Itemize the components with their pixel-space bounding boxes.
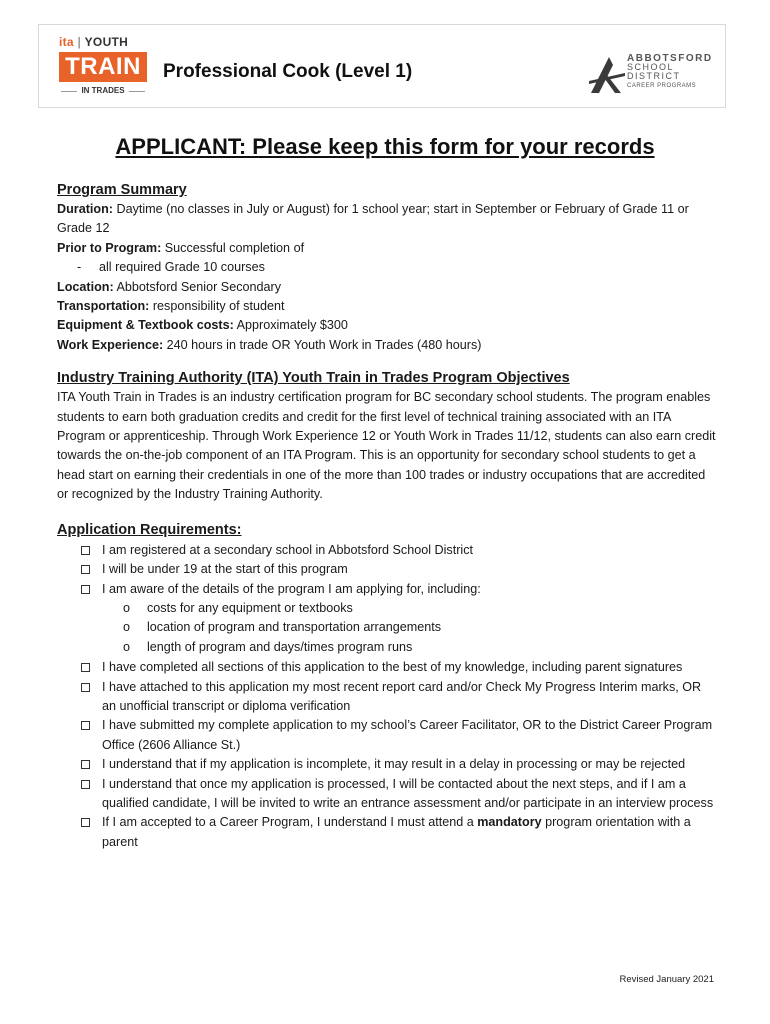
requirement-item — [57, 813, 717, 852]
sub-item: o costs for any equipment or textbooks — [123, 600, 353, 615]
requirements-checklist-cont — [57, 658, 717, 852]
requirement-text: I am aware of the details of the program I am applying for, including: — [102, 581, 481, 596]
requirement-item — [57, 658, 717, 677]
requirements-heading: Application Requirements: — [57, 521, 242, 538]
requirement-item — [57, 755, 717, 774]
checkbox[interactable] — [81, 721, 90, 730]
location-line — [57, 278, 717, 297]
work-experience-line — [57, 336, 717, 355]
sub-item: o length of program and days/times program runs — [123, 639, 413, 654]
checkbox[interactable] — [81, 585, 90, 594]
sub-item: o location of program and transportation arrangements — [123, 620, 442, 635]
requirement-item — [57, 541, 717, 560]
duration-line — [57, 200, 717, 239]
requirement-text: I am registered at a secondary school in Abbotsford School District — [102, 542, 473, 557]
district-name-line3: CAREER PROGRAMS — [627, 83, 697, 89]
checkbox[interactable] — [81, 683, 90, 692]
location-label: Location: — [57, 279, 114, 294]
district-mountain-icon — [587, 51, 627, 97]
mandatory-text: mandatory — [477, 815, 542, 830]
transport-label: Transportation: — [57, 299, 150, 314]
revised-date: Revised January 2021 — [619, 974, 714, 985]
requirement-text: I understand that if my application is incomplete, it may result in a delay in processing or may be rejected — [102, 757, 686, 772]
checkbox[interactable] — [81, 818, 90, 827]
program-title: Professional Cook (Level 1) — [163, 61, 413, 82]
work-experience-value: 240 hours in trade OR Youth Work in Trades (480 hours) — [166, 337, 482, 352]
header — [38, 24, 726, 108]
ita-train-text: TRAIN — [59, 52, 147, 82]
requirement-item — [57, 716, 717, 755]
district-name-line1: ABBOTSFORD — [627, 53, 713, 64]
objectives-heading: Industry Training Authority (ITA) Youth Train in Trades Program Objectives — [57, 370, 570, 387]
requirement-text: I understand that once my application is processed, I will be contacted about the next steps, and if I am a qualified candidate, I will be invited to write an entrance assessment and/or participate in an interview process — [102, 776, 714, 810]
requirement-text: I have submitted my complete application to my school’s Career Facilitator, OR to the District Career Program Office (2606 Alliance St.) — [102, 718, 713, 752]
abbotsford-district-logo — [587, 51, 717, 97]
transport-value: responsibility of student — [152, 299, 285, 314]
ita-youth-train-logo: ita | YOUTH TRAIN IN TRADES — [59, 35, 149, 107]
sub-item-text: costs for any equipment or textbooks — [147, 600, 353, 615]
form-content — [57, 180, 717, 852]
district-name-line2: SCHOOL DISTRICT — [627, 62, 681, 81]
work-experience-label: Work Experience: — [57, 337, 164, 352]
ita-in-trades-text: IN TRADES — [59, 86, 147, 95]
equipment-value: Approximately $300 — [236, 318, 348, 333]
requirement-item — [57, 580, 717, 599]
prior-value: Successful completion of — [164, 240, 305, 255]
checkbox[interactable] — [81, 780, 90, 789]
checkbox[interactable] — [81, 760, 90, 769]
main-title: APPLICANT: Please keep this form for your records — [115, 134, 655, 159]
location-value: Abbotsford Senior Secondary — [116, 279, 282, 294]
requirement-item — [57, 560, 717, 579]
requirement-text: I have attached to this application my most recent report card and/or Check My Progress Interim marks, OR an unofficial transcript or diploma verification — [102, 679, 702, 713]
requirement-text-end: program orientation with a parent — [102, 815, 691, 849]
prior-item-text: all required Grade 10 courses — [99, 260, 265, 275]
checkbox[interactable] — [81, 546, 90, 555]
prior-item: - all required Grade 10 courses — [77, 260, 265, 275]
sub-item-text: length of program and days/times program runs — [147, 639, 413, 654]
equipment-line — [57, 316, 717, 335]
duration-value: Daytime (no classes in July or August) for 1 school year; start in September or February of Grade 11 or Grade 12 — [57, 202, 689, 236]
transport-line — [57, 297, 717, 316]
requirement-item — [57, 775, 717, 814]
checkbox[interactable] — [81, 565, 90, 574]
program-summary-heading: Program Summary — [57, 182, 187, 198]
requirements-checklist — [57, 541, 717, 599]
prior-line — [57, 239, 717, 258]
requirement-text: If I am accepted to a Career Program, I understand I must attend a — [102, 815, 474, 830]
sub-item-text: location of program and transportation arrangements — [147, 620, 442, 635]
duration-label: Duration: — [57, 202, 113, 216]
requirement-item — [57, 678, 717, 717]
prior-label: Prior to Program: — [57, 240, 162, 255]
ita-prefix: ita — [59, 35, 74, 49]
ita-youth-text: YOUTH — [84, 35, 129, 49]
checkbox[interactable] — [81, 663, 90, 672]
requirements-sublist — [57, 599, 717, 657]
objectives-body: ITA Youth Train in Trades is an industry certification program for BC secondary school students. The program enables students to earn both graduation credits and credit for the first level of technical training associated with an ITA Program or apprenticeship. Through Work Experience 12 or Youth Work in Trades 11/12, students can also earn credit towards the on-the-job component of an ITA Program. This is an opportunity for secondary school students to get a head start on earning their credentials in one of the more than 100 trades or industry occupations that are accredited or recognized by the Industry Training Authority. — [57, 390, 716, 502]
requirement-text: I have completed all sections of this application to the best of my knowledge, including parent signatures — [102, 660, 683, 675]
equipment-label: Equipment & Textbook costs: — [57, 318, 234, 333]
requirement-text: I will be under 19 at the start of this program — [102, 562, 348, 577]
